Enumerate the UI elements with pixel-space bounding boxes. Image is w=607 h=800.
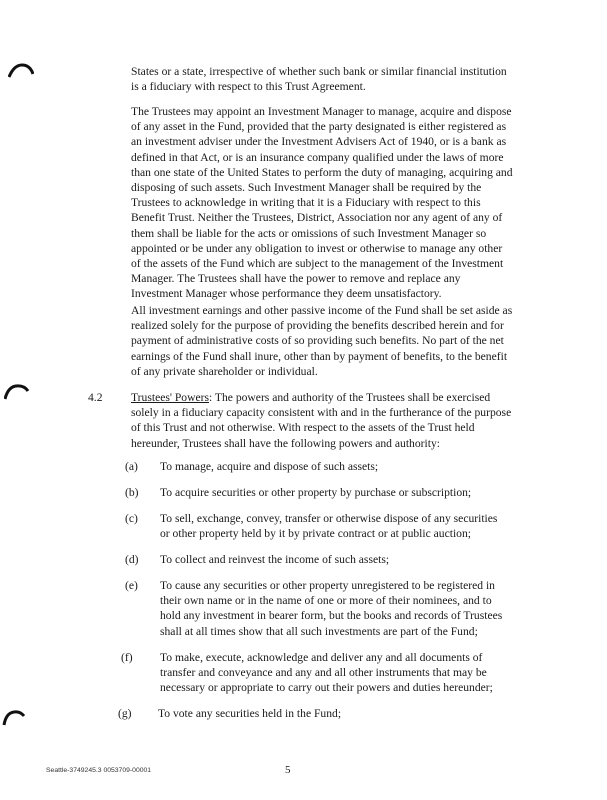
text-line: Manager. The Trustees shall have the power to remove and replace any	[131, 272, 461, 286]
text-line: Investment Manager whose performance they deem unsatisfactory.	[131, 287, 442, 301]
text-line: To cause any securities or other property unregistered to be registered in	[160, 579, 495, 592]
page-number: 5	[285, 764, 291, 776]
paragraph-continuation	[131, 64, 507, 94]
paragraph-investment-earnings	[131, 303, 512, 379]
text-line: of this Trust and not otherwise. With respect to the assets of the Trust held	[131, 421, 475, 435]
text-line: hold any investment in bearer form, but the books and records of Trustees	[160, 609, 503, 623]
list-item	[158, 706, 341, 721]
text-line: To acquire securities or other property by purchase or subscription;	[160, 486, 472, 499]
text-line: is a fiduciary with respect to this Trust Agreement.	[131, 80, 366, 94]
section-number: 4.2	[88, 391, 103, 404]
document-id: Seattle-3749245.3 0053709-00001	[46, 767, 152, 774]
list-item	[160, 578, 502, 639]
text-line: of any private shareholder or individual.	[131, 364, 318, 378]
list-item	[160, 511, 497, 541]
list-item	[160, 650, 493, 696]
text-line: necessary or appropriate to carry out their powers and duties hereunder;	[160, 681, 493, 695]
section-heading: Trustees' Powers	[131, 391, 209, 404]
text-line: hereunder, Trustees shall have the following powers and authority:	[131, 436, 440, 450]
list-item	[160, 552, 389, 567]
hole-punch-mark	[4, 383, 30, 401]
text-line: earnings of the Fund shall inure, other than by payment of benefits, to the benefit	[131, 349, 508, 363]
section-first-line	[131, 390, 551, 405]
list-item	[160, 485, 471, 500]
text-line: disposing of such assets. Such Investment Manager shall be required by the	[131, 181, 482, 195]
section-body	[131, 390, 551, 451]
text-line: shall at all times show that all such investments are part of the Fund;	[160, 624, 478, 638]
text-line: The Trustees may appoint an Investment Manager to manage, acquire and dispose	[131, 105, 512, 118]
text-line: solely in a fiduciary capacity consistent with and in the furtherance of the purpose	[131, 406, 512, 420]
text-line: payment of administrative costs of so providing such benefits. No part of the net	[131, 334, 504, 348]
hole-punch-mark	[8, 62, 34, 80]
text-line: To make, execute, acknowledge and deliver any and all documents of	[160, 651, 483, 664]
text-line: than one state of the United States to perform the duty of managing, acquiring and	[131, 165, 513, 179]
text-line: States or a state, irrespective of whether such bank or similar financial institution	[131, 65, 507, 78]
text-line: an investment adviser under the Investment Advisers Act of 1940, or is a bank as	[131, 135, 507, 149]
text-line: defined in that Act, or is an insurance company qualified under the laws of more	[131, 150, 504, 164]
text-line: To vote any securities held in the Fund;	[158, 707, 342, 720]
text-line: of the assets of the Fund which are subject to the management of the Investment	[131, 257, 504, 271]
text-line: or other property held by it by private contract or at public auction;	[160, 527, 471, 541]
text-line: All investment earnings and other passive income of the Fund shall be set aside as	[131, 304, 513, 317]
text-line: them shall be liable for the acts or omissions of such Investment Manager so	[131, 226, 487, 240]
text-line: Trustees to acknowledge in writing that it is a Fiduciary with respect to this	[131, 196, 481, 210]
text-line: transfer and conveyance and any and all other instruments that may be	[160, 666, 487, 680]
text-line: Benefit Trust. Neither the Trustees, District, Association nor any agent of any of	[131, 211, 503, 225]
text-line: To sell, exchange, convey, transfer or otherwise dispose of any securities	[160, 512, 498, 525]
text-line: of any asset in the Fund, provided that the party designated is either registered as	[131, 120, 507, 134]
item-label: (c)	[125, 512, 138, 525]
item-label: (g)	[118, 707, 132, 720]
text-line: To collect and reinvest the income of such assets;	[160, 553, 390, 566]
text-line: To manage, acquire and dispose of such assets;	[160, 460, 379, 473]
text-line: appointed or be under any obligation to invest or otherwise to manage any other	[131, 241, 503, 255]
item-label: (d)	[125, 553, 139, 566]
item-label: (a)	[125, 460, 138, 473]
item-label: (f)	[121, 651, 133, 664]
list-item	[160, 459, 378, 474]
hole-punch-mark	[2, 708, 28, 726]
item-label: (e)	[125, 579, 138, 592]
text-line: : The powers and authority of the Trustees shall be exercised	[209, 391, 491, 404]
text-line: realized solely for the purpose of providing the benefits described herein and for	[131, 319, 504, 333]
text-line: their own name or in the name of one or more of their nominees, and to	[160, 594, 492, 608]
item-label: (b)	[125, 486, 139, 499]
paragraph-investment-manager	[131, 104, 513, 302]
